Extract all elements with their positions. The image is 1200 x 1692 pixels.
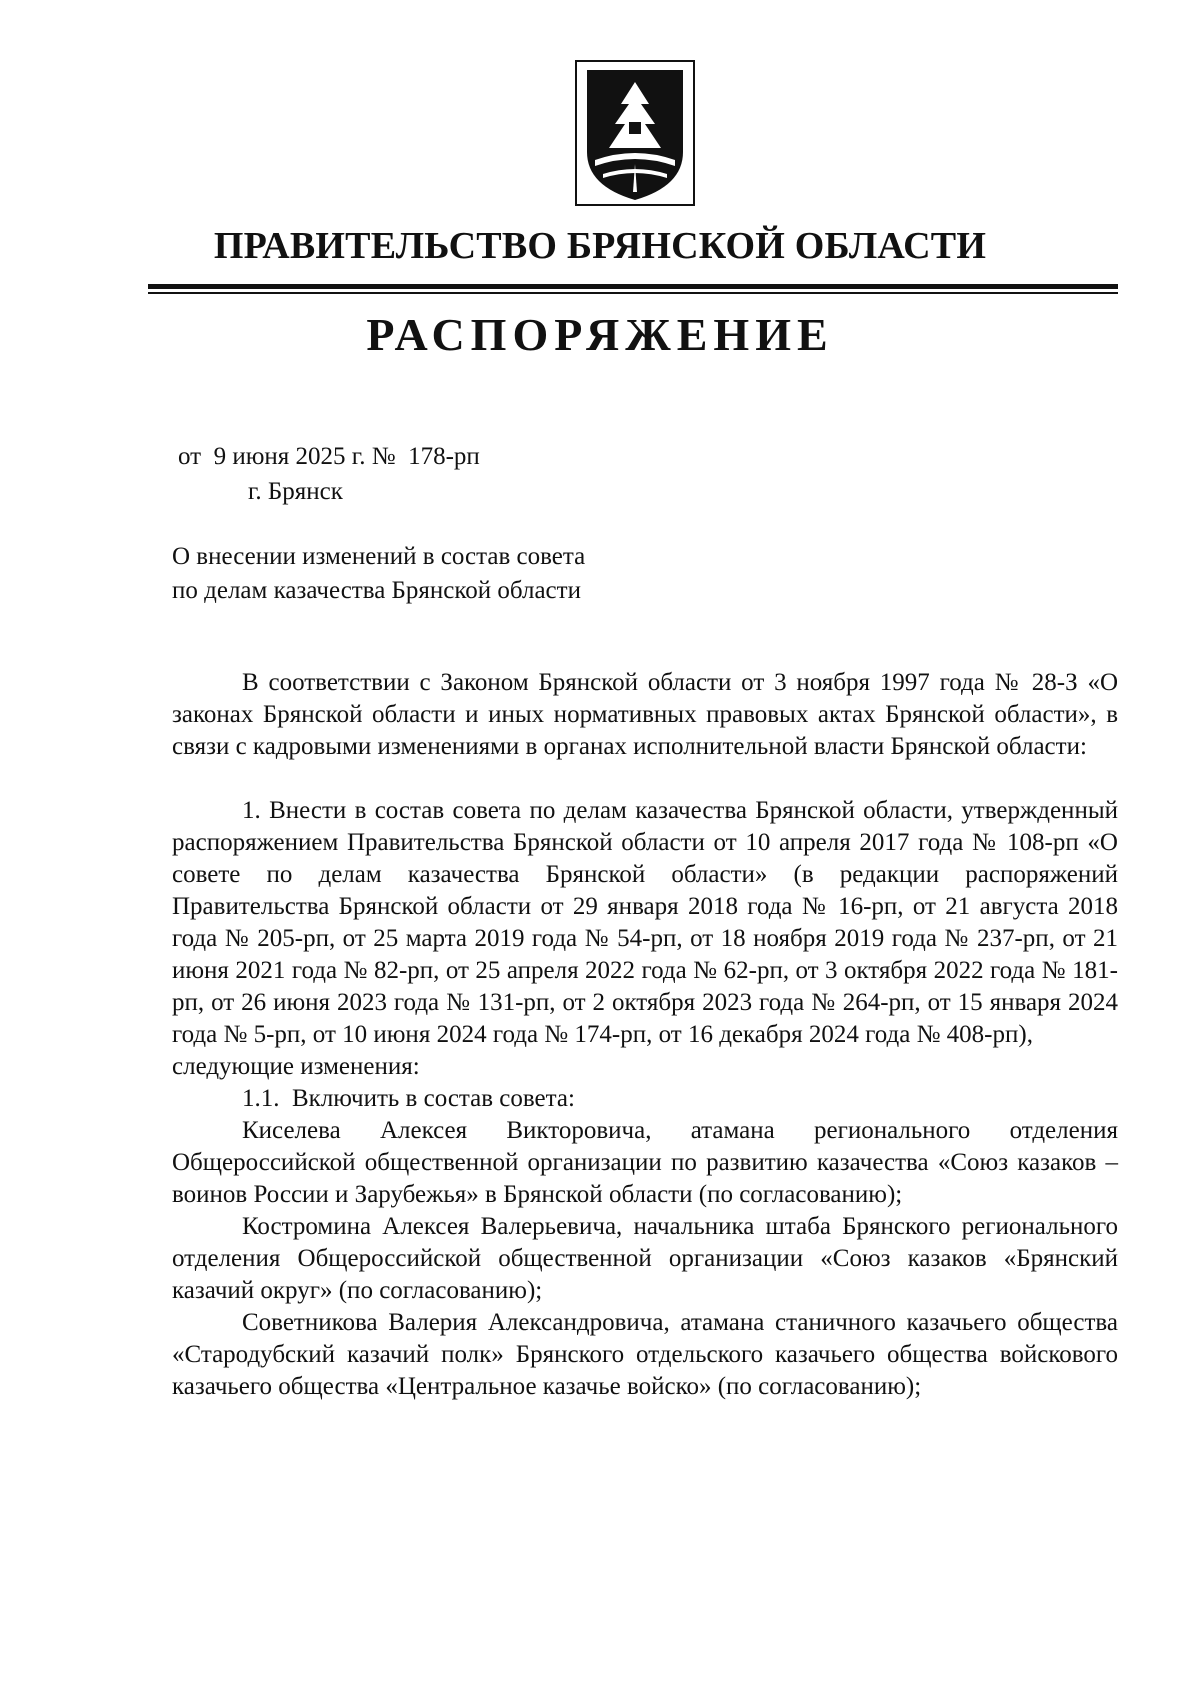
organization-title: ПРАВИТЕЛЬСТВО БРЯНСКОЙ ОБЛАСТИ	[213, 225, 987, 267]
document-subject	[172, 540, 585, 608]
header-rule-thick	[148, 284, 1118, 289]
header-rule-thin	[148, 292, 1118, 294]
person-1-paragraph: Киселева Алексея Викторовича, атамана регионального отделения Общероссийской общественной организации по развитию казачества «Союз казаков – воинов России и Зарубежья» в Брянской области (по согласованию);	[172, 1117, 1118, 1208]
preamble-paragraph: В соответствии с Законом Брянской области от 3 ноября 1997 года № 28-З «О законах Брянской области и иных нормативных правовых актах Брянской области», в связи с кадровыми изменениями в органах исполнительной власти Брянской области:	[172, 669, 1118, 760]
item-1-1-heading: 1.1. Включить в состав совета:	[242, 1085, 575, 1112]
subject-line-2: по делам казачества Брянской области	[172, 577, 581, 604]
document-type-heading: РАСПОРЯЖЕНИЕ	[366, 309, 834, 360]
document-body	[172, 667, 1118, 1403]
coat-of-arms-icon	[575, 60, 695, 206]
person-3-paragraph: Советникова Валерия Александровича, атамана станичного казачьего общества «Стародубский казачий полк» Брянского отдельского казачьего общества войскового казачьего общества «Центральное казачье войско» (по согласованию);	[172, 1309, 1118, 1400]
subject-line-1: О внесении изменений в состав совета	[172, 543, 586, 570]
item-1-paragraph: 1. Внести в состав совета по делам казачества Брянской области, утвержденный распоряжением Правительства Брянской области от 10 апреля 2017 года № 108-рп «О совете по делам казачества Брянской области» (в редакции распоряжений Правительства Брянской области от 29 января 2018 года № 16-рп, от 21 августа 2018 года № 205-рп, от 25 марта 2019 года № 54-рп, от 18 ноября 2019 года № 237-рп, от 21 июня 2021 года № 82-рп, от 25 апреля 2022 года № 62-рп, от 3 октября 2022 года № 181-рп, от 26 июня 2023 года № 131-рп, от 2 октября 2023 года № 264-рп, от 15 января 2024 года № 5-рп, от 10 июня 2024 года № 174-рп, от 16 декабря 2024 года № 408-рп),	[172, 797, 1118, 1048]
date-and-number: от 9 июня 2025 г. № 178-рп	[178, 443, 480, 470]
person-2-paragraph: Костромина Алексея Валерьевича, начальника штаба Брянского регионального отделения Общероссийской общественной организации «Союз казаков «Брянский казачий округ» (по согласованию);	[172, 1213, 1118, 1304]
city: г. Брянск	[248, 478, 343, 505]
item-1-tail: следующие изменения:	[172, 1053, 420, 1080]
